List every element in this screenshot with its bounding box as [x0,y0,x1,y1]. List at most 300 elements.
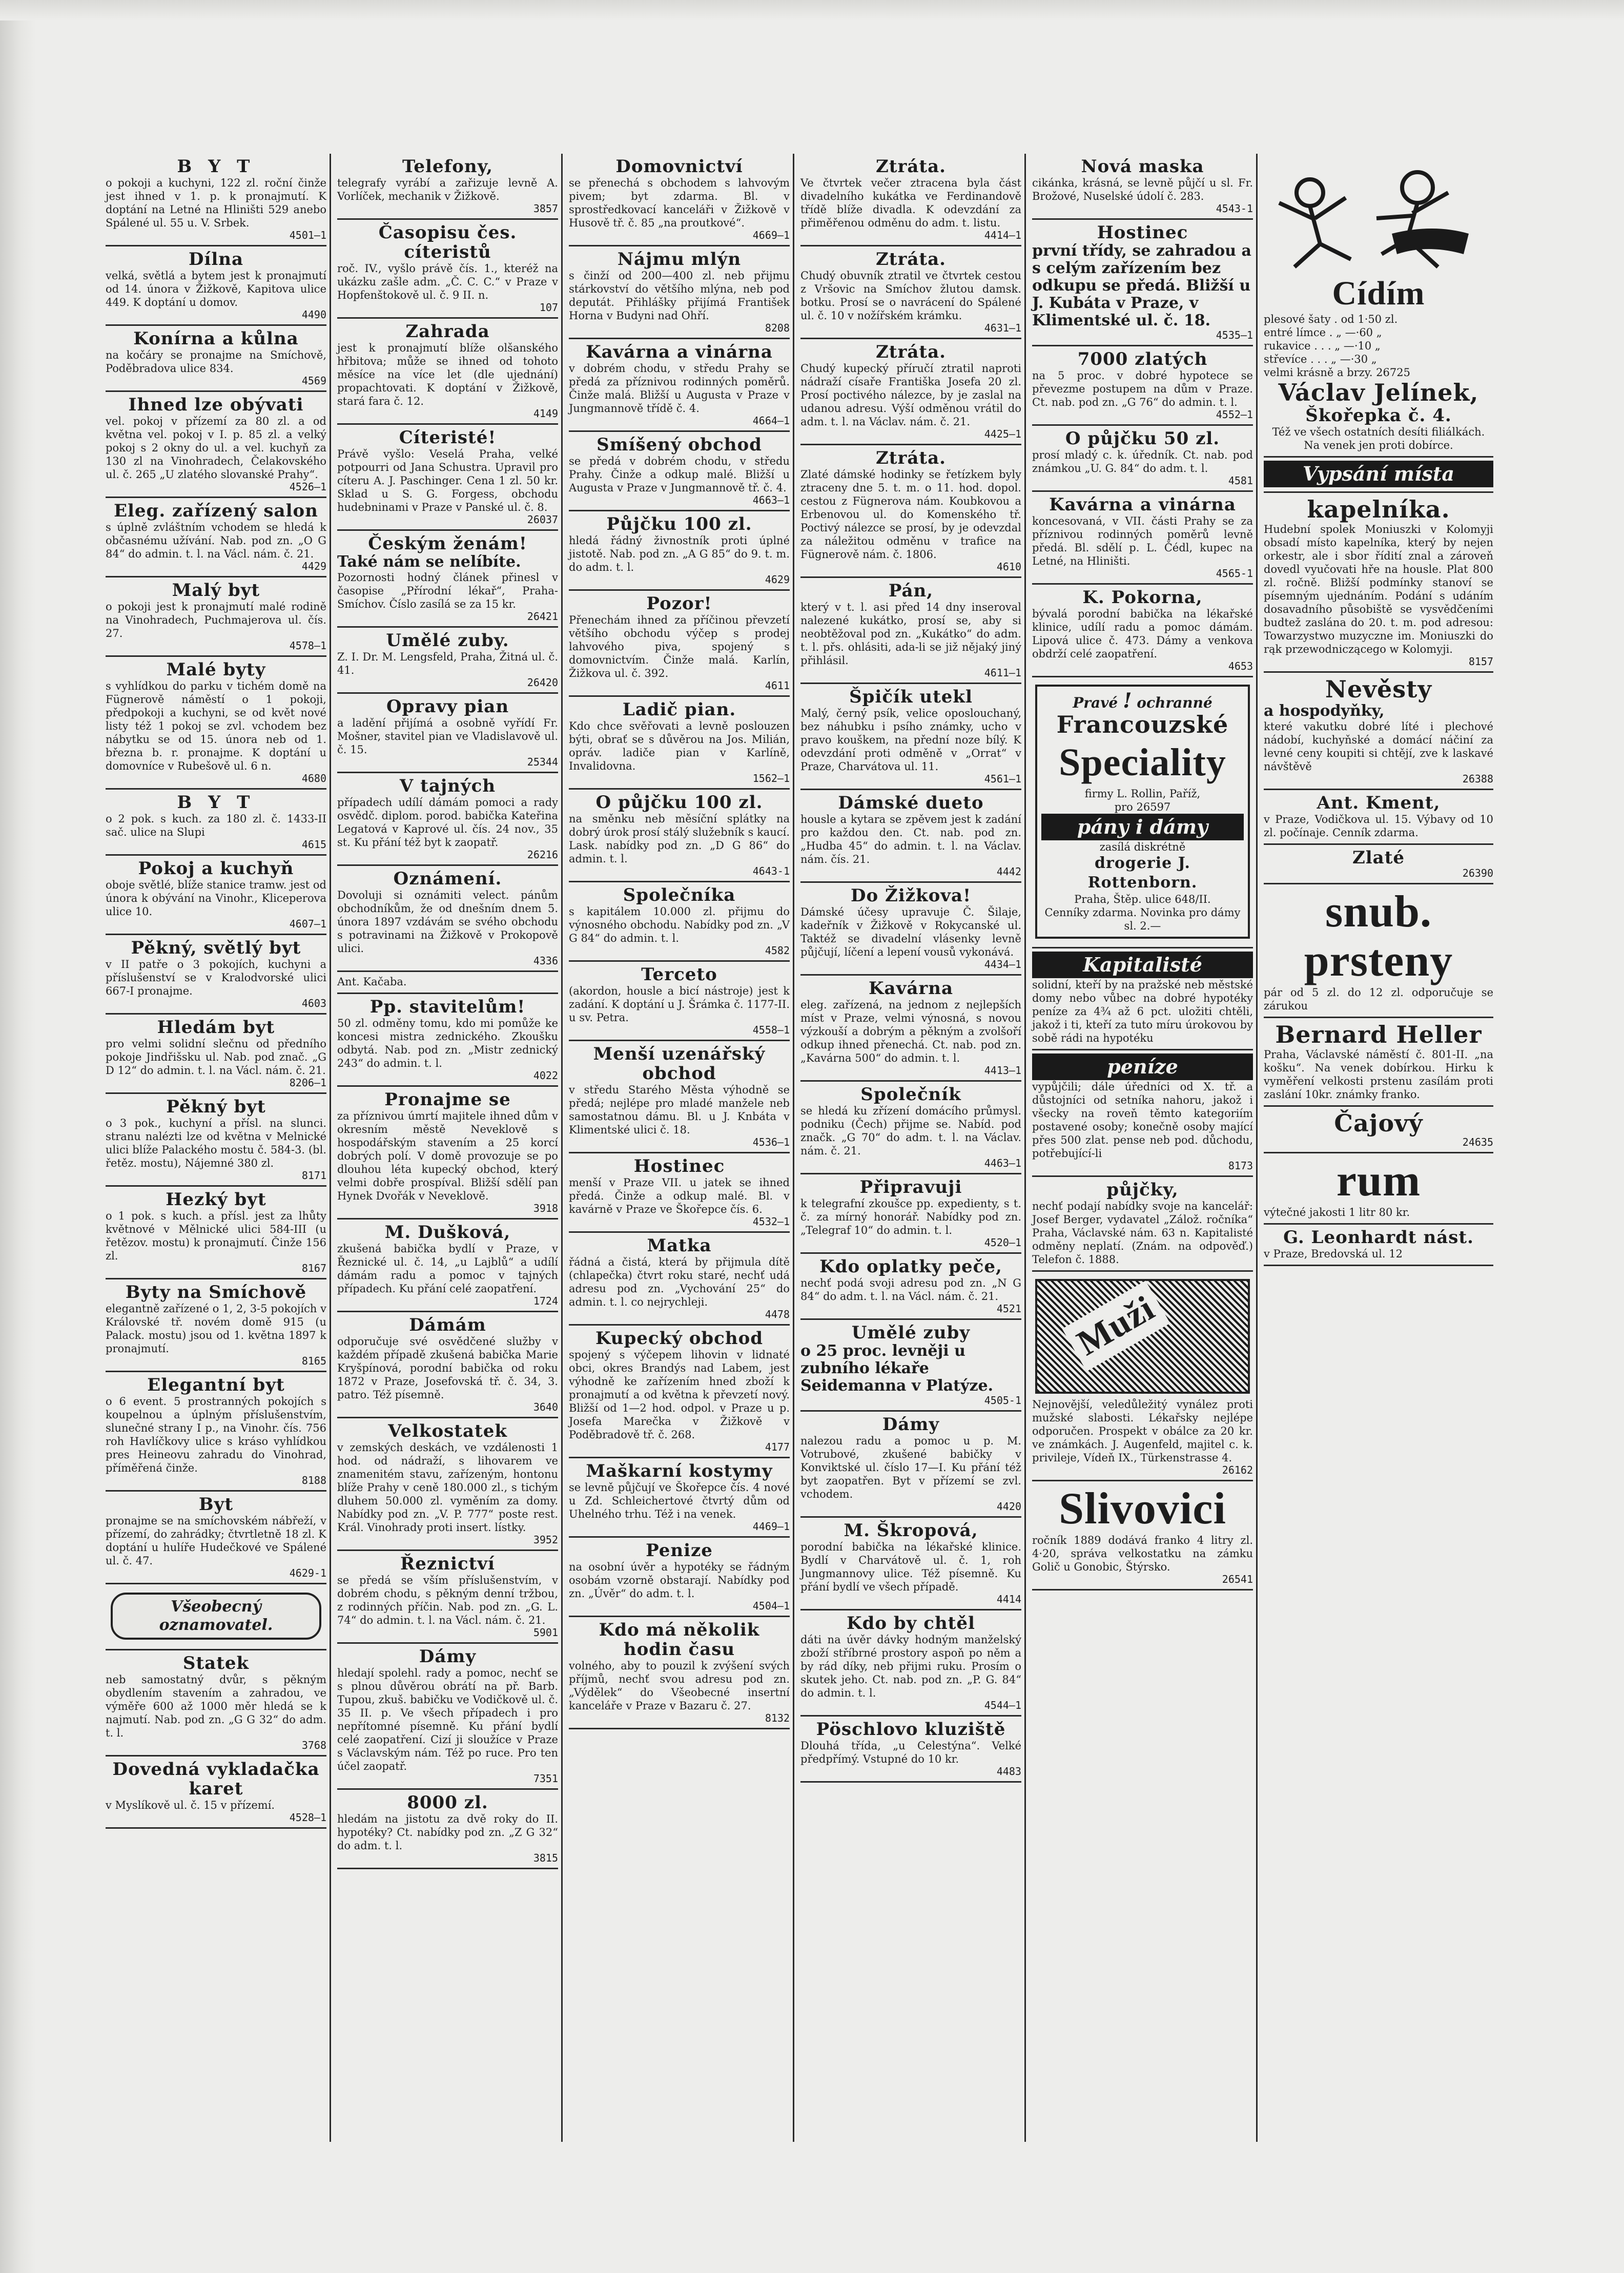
classified-ad [800,1254,1021,1320]
ad-number: 4528—1 [289,1811,326,1824]
ad-body: volného, aby to pouzil k zvýšení svých příjmů, nechť svou adresu pod zn. „Výdělek“ do Všeobecné insertní kanceláře v Praze v Bazaru č. 27. [569,1660,790,1712]
ad-number: 8171 [301,1169,326,1182]
classified-ad [1264,458,1493,493]
ad-body: v zemských deskách, ve vzdálenosti 1 hod. od nádraží, s lihovarem ve znamenitém stavu, zařízeným, hontonu blíže Prahy v ceně 180.000 zl., s tichým dluhem 50.000 zl. vyměním za domy. Nabídky pod zn. „V. P. 777“ poste rest. Král. Vinohrady proti insert. lístky. [337,1441,558,1534]
ad-body: pár od 5 zl. do 12 zl. odporučuje se zárukou [1264,986,1493,1012]
ad-body: eleg. zařízená, na jednom z nejlepších míst v Praze, velmi výnosná, s novou výzkouší a dobrým a pěkným a zvolšoří odkup ihned přenechá. Ct. nab. pod zn. „Kavárna 500“ do admin. t. l. [800,999,1021,1064]
classified-ad [337,425,558,531]
ad-number: 4520—1 [984,1236,1021,1249]
ad-body: pronajme se na smíchovském nábřeží, v přízemí, do zahrádky; čtvrtletně 18 zl. K doptání u hulíře Hudečkové ve Spálené ul. č. 47. [106,1515,326,1567]
ad-heading: Zlaté [1352,848,1405,868]
classified-ad [1032,677,1253,948]
ad-heading: M. Škropová, [844,1520,978,1541]
classified-ad [337,1644,558,1790]
classified-ads-page [102,154,1496,2142]
classified-ad [106,577,326,657]
ad-heading: Dámské dueto [838,793,984,813]
specialty-shipping: zasílá diskrétně [1099,841,1186,853]
ad-body: 50 zl. odměny tomu, kdo mi pomůže ke koncesi mistra zednického. Zkoušku odbytá. Nab. pod zn. „Mistr zednický 243“ do admin. t. l. [337,1017,558,1069]
classified-ad [569,1326,790,1458]
ad-body: v Praze, Vodičkova ul. 15. Výbavy od 10 zl. počínaje. Cenník zdarma. [1264,813,1493,839]
ad-heading: Do Žižkova! [851,885,971,906]
scan-edge-top [0,0,1624,20]
classified-ad [106,1492,326,1584]
ad-body: v II patře o 3 pokojích, kuchyni a příslušenství se v Kralodvorské ulici 667-I pronajme. [106,958,326,997]
classified-ad [800,1717,1021,1783]
classified-ad [106,498,326,577]
classified-ad [337,1418,558,1551]
ad-heading: Dámy [882,1414,940,1435]
ad-heading: půjčky, [1106,1180,1179,1200]
ad-number: 4469—1 [752,1520,790,1533]
classified-ad [1264,790,1493,845]
classified-ad [106,154,326,246]
ad-number: 26421 [527,610,558,623]
classified-ad [337,628,558,694]
classified-ad [337,531,558,628]
merchant-name: Václav Jelínek, [1278,379,1479,406]
specialty-number: pro 26597 [1114,801,1171,813]
ad-number: 3768 [301,1739,326,1751]
column-6 [1261,154,1496,2142]
ad-body: Pozornosti hodný článek přinesl v časopise „Přírodní lékař“, Praha-Smíchov. Číslo zasílá se za 15 kr. [337,571,558,610]
ad-body: o pokoji jest k pronajmutí malé rodině na Vinohradech, Puchmajerova ul. čís. 27. [106,601,326,639]
classified-ad [800,1610,1021,1717]
ad-body: vypůjčili; dále úředníci od X. tř. a důstojníci od setníka nahoru, jakož i všecky na roveň těmto kategoriím postavené osoby; konečně osoby mající přes 500 zlat. pense neb pod. důchodu, potřebující-li [1032,1081,1253,1160]
classified-ad [337,154,558,220]
ad-heading: Cíteristé! [399,427,497,448]
ad-number: 8132 [765,1712,790,1724]
ad-heading: Malý byt [172,580,260,601]
ad-number: 4532—1 [752,1215,790,1228]
ad-heading: Domovnictví [615,156,743,177]
ad-number: 8157 [1468,655,1493,668]
ad-body: s úplně zvláštním vchodem se hledá k občasnému užívání. Nab. pod zn. „O G 84“ do admin. t. l. na Václ. nám. č. 21. [106,521,326,560]
ad-body: roč. IV., vyšlo právě čís. 1., kteréž na ukázku zašle adm. „Č. C. C.“ v Praze v Hopfenštokově ul. č. 9 II. n. [337,262,558,301]
classified-ad [1032,585,1253,677]
ad-heading: Opravy pian [386,696,509,717]
ad-heading: Smíšený obchod [597,435,762,455]
ad-number: 4413—1 [984,1064,1021,1077]
arc-word-1: Pravé [1073,694,1123,711]
ad-body: nechť podá svoji adresu pod zn. „N G 84“ do adm. t. l. na Václ. nám. č. 21. [800,1277,1021,1303]
ad-body: velká, světlá a bytem jest k pronajmutí od 14. února v Žižkově, Kapitova ulice 449. K doptání u domov. [106,270,326,308]
classified-ad [337,994,558,1087]
ad-heading: Časopisu čes. cíteristů [378,222,517,262]
ad-number: 3815 [533,1852,558,1864]
price-line: rukavice . . . „ —·10 „ [1264,340,1381,352]
specialty-address: Praha, Štěp. ulice 648/II. [1074,893,1211,905]
ad-number: 4611—1 [984,667,1021,679]
ad-heading: Půjčku 100 zl. [606,514,752,534]
classified-ad [1032,492,1253,585]
ad-number: 26541 [1222,1573,1253,1585]
ad-body: které vakutku dobré líté i plechové nádobí, kuchyňské a domácí náčiní za levné ceny koupiti si chtějí, zve k laskavé návštěvě [1264,720,1493,773]
ad-number: 3857 [533,202,558,215]
ad-number: 26216 [527,849,558,861]
ad-body: na 5 proc. v dobré hypotece se převezme postupem na dům v Praze. Ct. nab. pod zn. „G 76“ do admin. t. l. [1032,369,1253,408]
classified-ad [1264,154,1493,458]
ad-heading: Zahrada [405,321,490,342]
ad-body: o 3 pok., kuchyní a přísl. na slunci. stranu nalézti lze od května v Melnické ulici blíže Palackého mostu č. 584-3. (bl. řetěz. mostu), Nájemné 380 zl. [106,1117,326,1169]
specialty-big-word: Speciality [1059,741,1226,784]
ad-heading: Nevěsty [1325,675,1432,703]
classified-ad [569,591,790,697]
ad-body: se předá v dobrém chodu, v středu Prahy. Činže a odkup malé. Bližší u Augusta v Praze v Jungmannově tř. č. 4. [569,455,790,494]
specialty-heading: Francouzské [1056,711,1229,738]
ad-heading: O půjčku 100 zl. [595,792,763,813]
ad-heading: Ztráta. [875,448,947,468]
ad-number: 8165 [301,1355,326,1367]
classified-ad [1032,948,1253,1050]
classified-ad [800,339,1021,445]
ad-body: Hudební spolek Moniuszki v Kolomyji obsadí místo kapelníka, který by nejen orkestr, ale i sbor řídití znal a zároveň dovedl vyučovati hře na housle. Plat 800 zl. ročně. Bližší podmínky stanoví se písemným ujednáním. Podání s udáním dosavadního působiště se vysvědčeními budtež zaslána do 20. t. m. pod adresou: Towarzystwo muzyczne im. Moniuszki do rąk przewodniczącego w Kolomyji. [1264,523,1493,655]
classified-ad [1264,884,1493,1018]
classified-ad [337,1087,558,1220]
classified-ad [337,773,558,866]
classified-ad [1264,845,1493,884]
ad-heading: Telefony, [402,156,493,177]
ad-heading: Čajový [1334,1109,1423,1137]
ad-body: koncesovaná, v VII. části Prahy se za příznivou rodinných poměrů levně předá. Bl. sdělí p. L. Čédl, kupec na Letné, na Hliništi. [1032,515,1253,567]
ad-heading: Řeznictví [400,1554,495,1574]
ad-number: 8208 [765,322,790,334]
ad-body: oboje světlé, blíže stanice tramw. jest od února k obývání na Vinohr., Kliceperova ulice 10. [106,879,326,918]
ad-number: 4629 [765,573,790,586]
classified-ad [337,866,558,972]
ad-heading: Českým ženám! [368,533,527,554]
ad-body: nalezou radu a pomoc u p. M. Votrubové, zkušené babičky v Konviktské ul. číslo 17—I. Ku přání též byt zaopatřen. Byt v přízemí se zvl. vchodem. [800,1435,1021,1500]
ad-heading: Dámám [409,1315,486,1335]
price-line: entré límce . „ —·60 „ [1264,326,1382,339]
ad-heading: Kdo by chtěl [847,1613,975,1634]
ad-body: Praha, Václavské náměstí č. 801-II. „na košku“. Na venek dobírkou. Hirku k vyměření velkosti prstenu zasílám proti zaslání 10kr. známky franko. [1264,1048,1493,1101]
classified-ad [569,1233,790,1326]
ad-body: Též ve všech ostatních desíti filiálkách. Na venek jen proti dobírce. [1272,426,1485,451]
ad-heading: Byt [198,1494,234,1515]
ad-heading: Ihned lze obývati [128,395,304,415]
ad-body: hledají spolehl. rady a pomoc, nechť se s plnou důvěrou obrátí na př. Barb. Tupou, zkuš. babičku ve Vodičkově ul. č. 35 II. p. Ve všech případech i pro nepřítomné písemně. Ku přání bydlí celé zaopatření. Cizí ji sloužíce v Praze s Václavským nám. Též po ruce. Pro ten účel zaopatř. [337,1667,558,1772]
ad-number: 4536—1 [752,1136,790,1148]
specialty-firm: firmy L. Rollin, Paříž, [1084,788,1201,800]
classified-ad [106,246,326,326]
ad-heading: Oznámení. [393,869,502,889]
classified-ad [569,339,790,432]
ad-number: 4629-1 [289,1567,326,1579]
ad-body: o pokoji a kuchyni, 122 zl. roční činže jest ihned v 1. p. k pronajmutí. K doptání na Letné na Hliništi 529 anebo Spálené ul. 55 u. V. Srbek. [106,177,326,229]
ad-body: nechť podají nabídky svoje na kancelář: Josef Berger, vydavatel „Zálož. ročníka“ Praha, Václavské nám. 63 n. Kapitalisté odměny neplatí. (Znám. na odpověď.) Telefon č. 1888. [1032,1200,1253,1266]
classified-ad [800,1412,1021,1518]
ad-body: Z. I. Dr. M. Lengsfeld, Praha, Žitná ul. č. 41. [337,651,558,676]
ad-body: se přenechá s obchodem s lahvovým pivem; byt zdarma. Bl. v sprostředkovací kanceláři v Žižkově v Husově tř. č. 85 „na proutkové“. [569,177,790,229]
ad-heading: Hostinec [633,1156,725,1176]
ad-number: 7351 [533,1772,558,1785]
cidim-heading: Cídím [1332,275,1425,312]
ad-body: na kočáry se pronajme na Smíchově, Poděbradova ulice 834. [106,349,326,375]
ad-body: a ladění přijímá a osobně vyřídí Fr. Mošner, stavitel pian ve Vladislavově ul. č. 15. [337,717,558,756]
ad-heading: Kdo má několik hodin času [599,1620,760,1660]
classified-ad [569,1153,790,1233]
ad-number: 4558—1 [752,1024,790,1036]
ad-heading: Pěkný, světlý byt [131,938,301,958]
ad-body: s vyhlídkou do parku v tichém domě na Fügnerově náměstí o 1 pokoji, předpokoji a kuchyni, se od květ nové listy též 1 pokoj se zvl. vchodem bez nábytku se od 15. února neb od 1. března b. r. pronajme. K doptání u domovníce v Rubešově ul. 6 n. [106,680,326,772]
classified-ad [800,1082,1021,1174]
classified-ad [1264,673,1493,790]
classified-ad [1032,1050,1253,1177]
ad-body: v dobrém chodu, v středu Prahy se předá za příznivou rodinných poměrů. Činže malá. Bližší u Augusta v Praze v Jungmannově třídě č. 4. [569,362,790,415]
ad-body: neb samostatný dvůr, s pěkným obydlením stavením a zahradou, ve výměře 600 až 1000 měr hledá se k najmutí. Nab. pod zn. „G G 32“ do adm. t. l. [106,1673,326,1739]
ad-number: 4463—1 [984,1157,1021,1169]
ad-heading: Malé byty [166,659,266,680]
ad-number: 4505-1 [984,1394,1021,1407]
classified-ad [1032,154,1253,220]
ad-heading: Dovedná vykladačka karet [112,1759,320,1799]
ad-number: 4552—1 [1216,408,1253,421]
section-banner: Všeobecný oznamovatel. [111,1593,321,1640]
classified-ad [800,790,1021,883]
ad-heading: Kdo oplatky peče, [819,1256,1002,1277]
ad-heading: Ant. Kment, [1317,793,1441,813]
classified-ad [569,246,790,339]
ad-number: 4669—1 [752,229,790,241]
ad-heading: Bernard Heller [1275,1021,1482,1048]
price-line: plesové šaty . od 1·50 zl. [1264,313,1398,325]
ad-number: 4680 [301,772,326,784]
classified-ad [569,1041,790,1153]
classified-ad [1264,493,1493,673]
ad-heading: Pokoj a kuchyň [138,858,294,879]
ad-heading: Menší uzenářský obchod [593,1044,766,1084]
ad-heading: K. Pokorna, [1082,587,1203,608]
classified-ad [106,1015,326,1094]
ad-heading: Hledám byt [157,1017,275,1038]
ad-body: pro velmi solidní slečnu od předního pokoje Jindřišsku ul. Nab. pod znač. „G D 12“ do admin. t. l. na Václ. nám. č. 21. [106,1038,326,1077]
ad-heading: 7000 zlatých [1077,349,1208,369]
ad-number: 3640 [533,1401,558,1413]
ad-number: 8206—1 [289,1077,326,1089]
ad-body: se hledá ku zřízení domácího průmysl. podniku (Čech) přijme se. Nabíd. pod značk. „G 70“ do adm. t. l. na Václav. nám. č. 21. [800,1105,1021,1157]
ad-heading: Pán, [888,581,934,601]
ad-heading: Umělé zuby [851,1323,971,1343]
ad-number: 4653 [1228,660,1253,672]
classified-ad [106,1757,326,1829]
ad-body: zkušená babička bydlí v Praze, v Řeznické ul. č. 14, „u Lajblů“ a udílí dámám radu a pomoc v tajných případech. Ku přání celé zaopatření. [337,1243,558,1295]
ad-number: 5901 [533,1626,558,1639]
ad-heading: Kavárna a vinárna [1049,494,1236,515]
ad-body: v Praze, Bredovská ul. 12 [1264,1248,1403,1260]
classified-ad [106,1584,326,1650]
column-1 [102,154,331,2142]
ad-number: 4581 [1228,474,1253,487]
classified-ad [800,1518,1021,1610]
ad-body: Chudý obuvník ztratil ve čtvrtek cestou z Vršovic na Smíchov žlutou damsk. botku. Prosí se o navrácení do Spálené ul. č. 10 v nožířském krámku. [800,270,1021,322]
ad-body: Nejnovější, veledůležitý vynález proti mužské slabosti. Lékařsky nejlépe odporučen. Prospekt v obálce za 20 kr. ve známkách. J. Augenfeld, majitel c. k. privileje, Vídeň IX., Türkenstrasse 4. [1032,1398,1253,1464]
ad-body: dáti na úvěr dávky hodným manželský zboží stříbrné prostory aspoň po něm a by rád díky, neb přijmi ruku. Prosím o skutek jeho. Ct. nab. pod zn. „P. G. 84“ do admin. t. l. [800,1634,1021,1699]
classified-ad [337,1551,558,1644]
ad-lead: o 25 proc. levněji u zubního lékaře Seidemanna v Platýze. [800,1342,994,1395]
ad-heading: Ztráta. [875,249,947,270]
ad-body: k telegrafní zkoušce pp. expedienty, s t. č. za mírný honorář. Nabídky pod zn. „Telegraf 10“ do admin. t. l. [800,1197,1021,1236]
ad-number: 4561—1 [984,773,1021,785]
ad-heading: Ztráta. [875,156,947,177]
ad-body: odporučuje své osvědčené služby v každém případě zkušená babička Marie Kryšpínová, porodní babička od roku 1872 v Praze, Josefovská tř. č. 34, 3. patro. Též písemně. [337,1335,558,1401]
ad-body: Malý, černý psík, velice oposlouchaný, bez náhubku i psího známky, ucho v pravo kouškem, na přední noze bílý. K odevzdání proti odměně v „Orrat“ v Praze, Charvátova ul. 11. [800,707,1021,773]
classified-ad [1032,346,1253,426]
classified-ad [337,1220,558,1312]
ad-body: Ant. Kačaba. [337,976,407,988]
ad-number: 4526—1 [289,481,326,493]
muzi-heading: Muži [1062,1281,1170,1372]
ad-heading: Konírna a kůlna [133,328,299,349]
ad-heading: G. Leonhardt nást. [1283,1227,1474,1248]
ad-heading: Penize [646,1540,713,1561]
ad-body: Přenechám ihned za příčinou převzetí většího obchodu výčep s prodej lahvového piva, spojený s domovnictvím. Činže malá. Karlín, Žižkova ul. č. 392. [569,614,790,679]
ad-body: Chudý kupecký příručí ztratil naproti nádraží císaře Františka Josefa 20 zl. Prosí poctivého nálezce, by je zaslal na udanou adresu. Výší odměnou vrátil do adm. t. l. na Václav. nám. č. 21. [800,362,1021,428]
classified-ad [337,1790,558,1869]
ad-heading: 8000 zl. [407,1792,488,1813]
classified-ad [337,694,558,773]
classified-ad [106,1372,326,1492]
ad-heading: Pozor! [646,593,712,614]
classified-ad [569,790,790,882]
ad-number: 4543-1 [1216,202,1253,215]
classified-ad [800,578,1021,684]
ad-body: housle a kytara se zpěvem jest k zadání pro každou den. Ct. nab. pod zn. „Hudba 45“ do admin. t. l. na Václav. nám. čís. 21. [800,813,1021,865]
ad-number: 4631—1 [984,322,1021,334]
classified-ad [1032,220,1253,346]
ad-heading: M. Dušková, [384,1222,511,1243]
ad-body: Právě vyšlo: Veselá Praha, velké potpourri od Jana Schustra. Upravil pro cíteru A. J. Paschinger. Cena 1 zl. 50 kr. Sklad u S. G. Forgess, obchodu hudebninami v Praze v Panské ul. č. 8. [337,448,558,513]
ad-body: prosí mladý c. k. úředník. Ct. nab. pod známkou „U. G. 84“ do adm. t. l. [1032,449,1253,474]
ad-heading: V tajných [399,776,496,796]
ad-number: 4663—1 [752,494,790,506]
ad-body: elegantně zařízené o 1, 2, 3-5 pokojích v Královské tř. novém domě 915 (u Palack. mostu) jsou od 1. května 1897 k pronajmutí. [106,1303,326,1355]
classified-ad [106,1187,326,1279]
ad-number: 26420 [527,676,558,689]
ad-heading: kapelníka. [1307,495,1450,523]
ad-heading: Kavárna [868,978,954,999]
ad-body: vel. pokoj v přízemí za 80 zl. a od května vel. pokoj v I. p. 85 zl. a velký pokoj s 2 okny do ul. a vel. kuchyň za 130 zl na Vinohradech, Čelakovského ul. č. 265 „U zlatého slovanské Prahy“. [106,415,326,481]
ad-heading: Nová maska [1081,156,1204,177]
ad-number: 25344 [527,756,558,768]
classified-ad [106,790,326,856]
ad-number: 26388 [1462,773,1493,785]
column-3 [566,154,794,2142]
classified-ad [569,697,790,790]
ad-number: 8173 [1228,1160,1253,1172]
classified-ad [1264,1018,1493,1107]
ad-heading: Pronajme se [384,1089,511,1110]
ad-body: řádná a čistá, která by přijmula dítě (chlapečka) čtvrt roku staré, nechť udá adresu pod zn. „Vychování 25“ do admin. t. l. co nejrychleji. [569,1256,790,1308]
ad-heading: Terceto [641,964,717,985]
ad-heading: snub. prsteny [1304,887,1453,986]
ad-body: s kapitálem 10.000 zl. přijmu do výnosného obchodu. Nabídky pod zn. „V G 84“ do admin. t. l. [569,905,790,944]
classified-ad [569,154,790,246]
classified-ad [1264,1153,1493,1225]
ad-number: 4149 [533,407,558,420]
classified-ad [106,1650,326,1757]
ad-body: o 6 event. 5 prostranných pokojích s koupelnou a úplným příslušenstvím, slunečné strany I p., na Vinohr. čís. 756 roh Havlíčkovy ulice s kráso vyhlídkou pres Heineovu zahradu do Vinohrad, příměřená činže. [106,1395,326,1474]
ad-heading: Hostinec [1097,222,1188,243]
ad-heading: Pěkný byt [166,1097,266,1117]
ad-heading: Slivovici [1059,1484,1226,1534]
ad-body: porodní babička na lékařské klinice. Bydlí v Charvátově ul. č. 1, roh Jungmannovy ulice. Též písemně. Ku přání bydlí ve všech případě. [800,1541,1021,1593]
classified-ad [1264,1225,1493,1266]
ad-number: 4501—1 [289,229,326,241]
classified-ad [106,935,326,1015]
ad-number: 4483 [996,1765,1021,1778]
ad-heading: rum [1336,1156,1421,1206]
ad-body: o 1 pok. s kuch. a přísl. jest za lhůty květnové v Mělnické ulici 584-III (u řetězov. mostu) k pronajmutí. Činže 156 zl. [106,1210,326,1262]
ad-number: 4643-1 [752,865,790,877]
classified-ad [1032,1481,1253,1590]
ad-heading: Nájmu mlýn [617,249,742,270]
ad-heading: Kapitalisté [1032,952,1253,978]
classified-ad [1264,1107,1493,1153]
ad-number: 4177 [765,1441,790,1453]
classified-ad [800,1320,1021,1412]
ad-heading: Elegantní byt [147,1375,285,1395]
column-2 [334,154,563,2142]
ad-body: Zlaté dámské hodinky se řetízkem byly ztraceny dne 5. t. m. o 11. hod. dopol. cestou z Fügnerova nám. Koubkovou a Erbenovou ul. do Komenského tř. Poctivý nálezce se prosí, by je odevzdal za náležitou odměnu v trafice na Fügnerově nám. č. 1806. [800,468,1021,561]
ad-number: 26037 [527,513,558,526]
exclamation-icon: ! [1122,689,1132,713]
specialty-pricelist: Cenníky zdarma. Novinka pro dámy sl. 2.— [1044,906,1241,932]
classified-ad [337,220,558,319]
classified-ad [106,856,326,935]
classified-ad [569,882,790,962]
classified-ad [337,1312,558,1418]
ad-number: 4478 [765,1308,790,1320]
ad-body: Dámské účesy upravuje Č. Šilaje, kadeřník v Žižkově v Rokycanské ul. Taktéž se divadelní vlásenky levně půjčují, líčení a lepení vousů vykonává. [800,906,1021,958]
classified-ad [569,432,790,511]
ad-body: jest k pronajmutí blíže olšanského hřbitova; může se ihned od tohoto měsíce na více let (dle ujednání) propachtovati. K doptání v Žižkově, stará fara č. 12. [337,342,558,407]
price-line: střevíce . . . „ —·30 „ [1264,353,1377,365]
ad-heading: Dílna [188,249,244,270]
classified-ad [337,972,558,994]
ad-number: 4607—1 [289,918,326,930]
classified-ad [569,1617,790,1729]
ad-body: s činží od 200—400 zl. neb přijmu stárkovství do většího mlýna, neb pod deputát. Přihlášky přijímá František Horna v Budyni nad Ohří. [569,270,790,322]
ad-number: 3918 [533,1202,558,1214]
ad-number: 24635 [1462,1136,1493,1148]
ad-heading: Statek [182,1653,250,1673]
ad-number: 4569 [301,375,326,387]
ad-number: 4565-1 [1216,567,1253,580]
ad-body: za příznivou úmrtí majitele ihned dům v okresním městě Neveklově s hospodářským stavením a 25 korcí dobrých polí. V domě provozuje se po dlouhou léta kupecký obchod, který velmi dobře prospíval. Bližší sdělí pan Hynek Dvořák v Neveklově. [337,1110,558,1202]
ad-number: 26162 [1222,1464,1253,1476]
merchant-address: Škořepka č. 4. [1305,405,1452,426]
ad-heading: Velkostatek [388,1421,507,1441]
ad-lead: první třídy, se zahradou a s celým zařízením bez odkupu se předá. Bližší u J. Kubáta v Praze, v Klimentské ul. č. 18. [1032,242,1251,329]
ad-heading: Byty na Smíchově [125,1282,307,1303]
ad-body: bývalá porodní babička na lékařské klinice, udílí radu a pomoc dámám. Lipová ulice č. 473. Dámy a venkova obdrží celé zaopatření. [1032,608,1253,660]
classified-ad [569,962,790,1041]
ad-heading: B Y T [177,792,255,813]
ad-heading: Ztráta. [875,342,947,362]
ad-body: hledám na jistotu za dvě roky do II. hypotéky? Ct. nabídky pod zn. „Z G 32“ do adm. t. l. [337,1813,558,1852]
muzi-advert [1035,1279,1250,1394]
ad-body: o 2 pok. s kuch. za 180 zl. č. 1433-II sač. ulice na Slupi [106,813,326,838]
ad-number: 4544—1 [984,1699,1021,1711]
ad-heading: Hezký byt [166,1189,266,1210]
ad-body: v Myslíkově ul. č. 15 v přízemí. [106,1799,275,1811]
ad-body: (akordon, housle a bicí nástroje) jest k zadání. K doptání u J. Šrámka č. 1177-II. u sv. Petra. [569,985,790,1024]
ad-number: 3952 [533,1534,558,1546]
classified-ad [800,976,1021,1082]
ad-lead: Také nám se nelíbíte. [337,553,521,571]
ad-body: na osobní úvěr a hypotéky se řádným osobám vzorně obstarají. Nabídky pod zn. „Úvěr“ do adm. t. l. [569,1561,790,1600]
